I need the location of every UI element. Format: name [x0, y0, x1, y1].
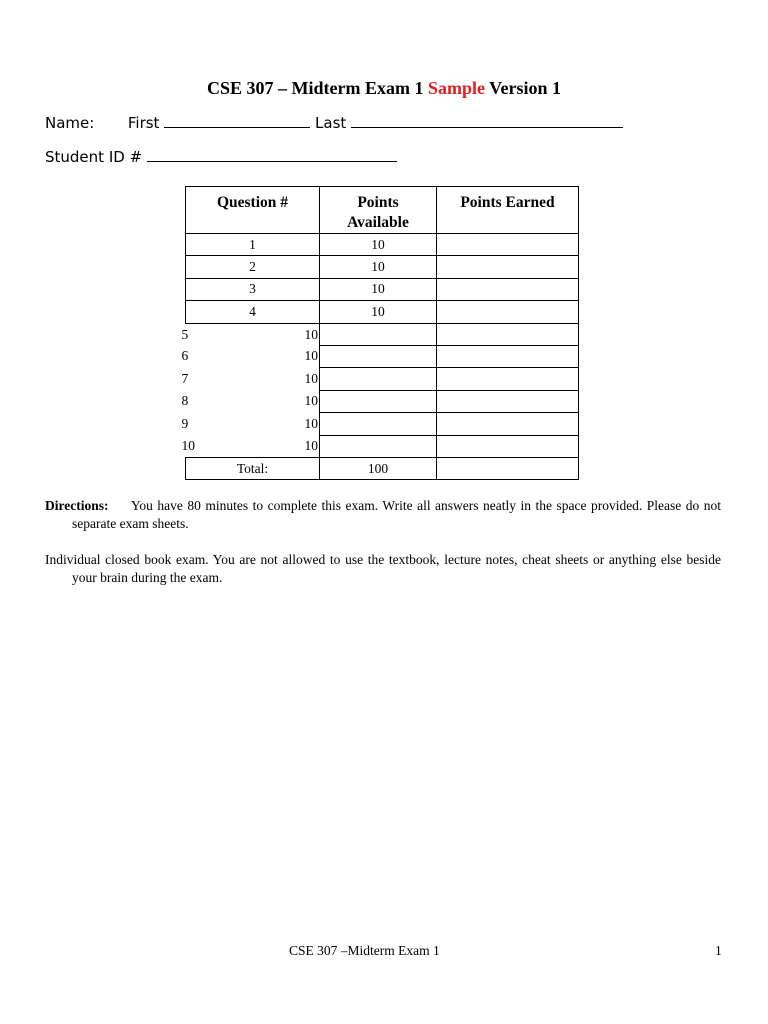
points-available: 10 [304, 415, 318, 431]
student-id-label: Student ID # [45, 148, 143, 166]
points-earned-cell[interactable] [437, 323, 579, 345]
footer-title: CSE 307 –Midterm Exam 1 [289, 943, 440, 958]
points-available: 10 [304, 438, 318, 454]
empty-cell [320, 435, 437, 457]
empty-cell [320, 345, 437, 367]
question-cell [181, 413, 320, 435]
header-question: Question # [186, 187, 320, 234]
header-points-available: Points Available [320, 187, 437, 234]
name-line [45, 113, 623, 133]
exam-title [0, 76, 768, 100]
header-points-earned: Points Earned [437, 187, 579, 234]
question-cell [181, 435, 320, 457]
question-number: 8 [181, 393, 189, 409]
table-row [186, 278, 579, 300]
table-row [186, 435, 579, 457]
question-number: 10 [181, 438, 195, 454]
question-number: 5 [181, 326, 189, 342]
table-row [186, 368, 579, 390]
table-row [186, 390, 579, 412]
points-available: 10 [320, 278, 437, 300]
question-cell [181, 390, 320, 412]
directions-paragraph [45, 497, 721, 533]
table-row [186, 345, 579, 367]
empty-cell [320, 390, 437, 412]
points-earned-cell[interactable] [437, 413, 579, 435]
question-number: 7 [181, 370, 189, 386]
score-table-header [186, 187, 579, 234]
points-earned-cell[interactable] [437, 345, 579, 367]
directions-text: You have 80 minutes to complete this exam. Write all answers neatly in the space provided. Please do not separate exam sheets. [72, 498, 722, 531]
table-row [186, 413, 579, 435]
total-points: 100 [320, 457, 437, 479]
table-row [186, 256, 579, 278]
points-available: 10 [304, 348, 318, 364]
table-row [186, 323, 579, 345]
points-earned-cell[interactable] [437, 368, 579, 390]
last-name-label: Last [315, 114, 347, 132]
first-name-field[interactable] [164, 113, 310, 128]
table-row [186, 234, 579, 256]
student-id-line [45, 147, 397, 167]
points-available: 10 [320, 256, 437, 278]
last-name-field[interactable] [351, 113, 623, 128]
points-earned-cell[interactable] [437, 390, 579, 412]
points-available: 10 [304, 370, 318, 386]
question-cell [181, 368, 320, 390]
total-row [186, 457, 579, 479]
question-number: 2 [186, 256, 320, 278]
question-number: 9 [181, 415, 189, 431]
student-id-field[interactable] [147, 147, 397, 162]
title-version: Version 1 [484, 78, 562, 98]
question-cell [181, 345, 320, 367]
total-label: Total: [186, 457, 320, 479]
title-sample-highlight: Sample [427, 78, 485, 98]
title-text: CSE 307 – Midterm Exam 1 [206, 78, 428, 98]
rules-text: Individual closed book exam. You are not allowed to use the textbook, lecture notes, cheat sheets or anything else beside your brain during the exam. [45, 552, 721, 585]
points-earned-cell[interactable] [437, 278, 579, 300]
points-available: 10 [320, 234, 437, 256]
question-number: 3 [186, 278, 320, 300]
points-available: 10 [304, 393, 318, 409]
empty-cell [320, 413, 437, 435]
page-number: 1 [715, 943, 722, 958]
rules-paragraph [45, 551, 721, 587]
points-earned-cell[interactable] [437, 256, 579, 278]
empty-cell [320, 368, 437, 390]
table-row [186, 301, 579, 323]
question-number: 1 [186, 234, 320, 256]
points-earned-cell[interactable] [437, 435, 579, 457]
score-table [181, 186, 579, 480]
points-available: 10 [320, 301, 437, 323]
points-earned-cell[interactable] [437, 234, 579, 256]
empty-cell [320, 323, 437, 345]
question-number: 6 [181, 348, 189, 364]
question-cell [181, 323, 320, 345]
directions-label: Directions: [45, 498, 109, 513]
points-available: 10 [304, 326, 318, 342]
question-number: 4 [186, 301, 320, 323]
total-earned-cell[interactable] [437, 457, 579, 479]
first-name-label: First [127, 114, 160, 132]
name-label: Name: [45, 114, 95, 132]
points-earned-cell[interactable] [437, 301, 579, 323]
